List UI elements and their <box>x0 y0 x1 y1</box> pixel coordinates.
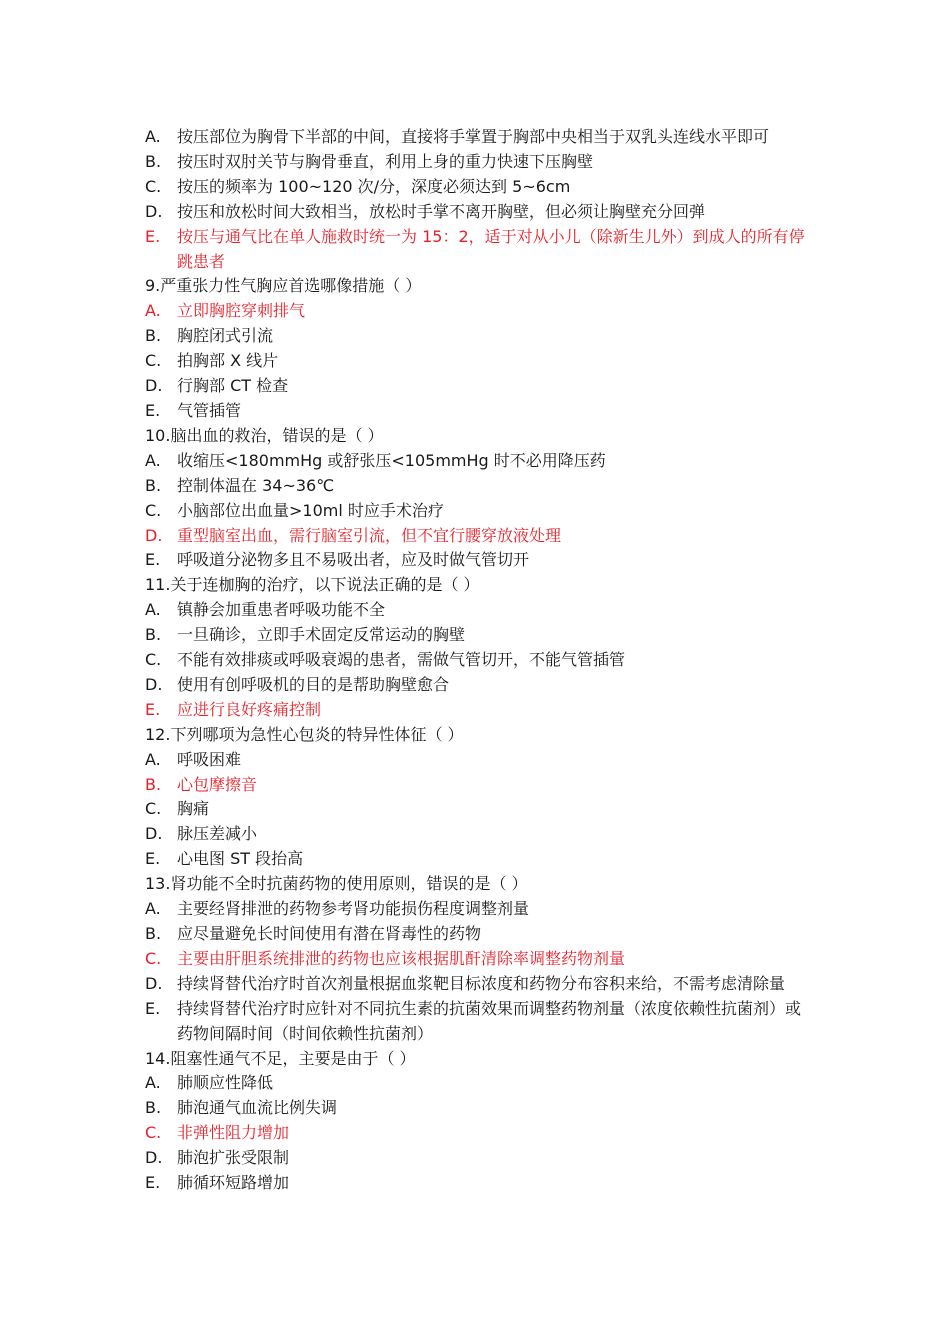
option-text: 胸腔闭式引流 <box>177 326 274 346</box>
question-text: 9.严重张力性气胸应首选哪像措施（ ） <box>145 276 422 296</box>
option-text: 使用有创呼吸机的目的是帮助胸壁愈合 <box>177 674 450 694</box>
option-letter: E. <box>145 1173 161 1193</box>
option-letter: B. <box>145 1098 162 1118</box>
option-letter: A. <box>145 301 161 321</box>
answer-option-correct <box>145 947 815 972</box>
option-text: 立即胸腔穿刺排气 <box>177 301 306 321</box>
option-letter: D. <box>145 973 163 993</box>
option-letter: E. <box>145 699 161 719</box>
option-text: 按压和放松时间大致相当，放松时手掌不离开胸壁，但必须让胸壁充分回弹 <box>177 201 706 221</box>
option-letter: E. <box>145 849 161 869</box>
option-letter: A. <box>145 450 161 470</box>
answer-option-correct <box>145 1121 815 1146</box>
answer-option <box>145 1096 815 1121</box>
option-text: 主要经肾排泄的药物参考肾功能损伤程度调整剂量 <box>177 899 530 919</box>
answer-option <box>145 897 815 922</box>
answer-option <box>145 1071 815 1096</box>
option-text: 肺顺应性降低 <box>177 1073 274 1093</box>
option-text: 行胸部 CT 检查 <box>177 376 289 396</box>
question-text: 12.下列哪项为急性心包炎的特异性体征（ ） <box>145 724 464 744</box>
answer-option <box>145 822 815 847</box>
answer-option <box>145 922 815 947</box>
option-text: 按压的频率为 100~120 次/分，深度必须达到 5~6cm <box>177 176 571 196</box>
answer-option <box>145 548 815 573</box>
answer-option-correct <box>145 773 815 798</box>
option-letter: A. <box>145 749 161 769</box>
option-letter: A. <box>145 600 161 620</box>
option-letter: D. <box>145 1148 163 1168</box>
option-letter: C. <box>145 351 162 371</box>
question-text: 14.阻塞性通气不足，主要是由于（ ） <box>145 1048 416 1068</box>
option-letter: E. <box>145 550 161 570</box>
question-stem <box>145 872 815 897</box>
option-letter: C. <box>145 176 162 196</box>
option-letter: D. <box>145 525 163 545</box>
answer-option <box>145 399 815 424</box>
option-text: 不能有效排痰或呼吸衰竭的患者，需做气管切开，不能气管插管 <box>177 650 626 670</box>
option-letter: B. <box>145 475 162 495</box>
question-text: 13.肾功能不全时抗菌药物的使用原则，错误的是（ ） <box>145 874 528 894</box>
option-letter: D. <box>145 674 163 694</box>
option-letter: C. <box>145 500 162 520</box>
option-text: 应进行良好疼痛控制 <box>177 699 322 719</box>
answer-option <box>145 349 815 374</box>
answer-option <box>145 648 815 673</box>
option-text: 收缩压<180mmHg 或舒张压<105mmHg 时不必用降压药 <box>177 450 606 470</box>
option-text: 持续肾替代治疗时首次剂量根据血浆靶目标浓度和药物分布容积来给，不需考虑清除量 <box>177 973 786 993</box>
answer-option-correct <box>145 299 815 324</box>
question-text: 11.关于连枷胸的治疗，以下说法正确的是（ ） <box>145 575 480 595</box>
option-text: 呼吸困难 <box>177 749 242 769</box>
option-text: 胸痛 <box>177 799 210 819</box>
answer-option <box>145 1171 815 1196</box>
answer-option-correct <box>145 225 815 275</box>
option-text: 气管插管 <box>177 400 242 420</box>
question-text: 10.脑出血的救治，错误的是（ ） <box>145 425 384 445</box>
option-text: 镇静会加重患者呼吸功能不全 <box>177 600 386 620</box>
answer-option <box>145 598 815 623</box>
option-text: 应尽量避免长时间使用有潜在肾毒性的药物 <box>177 924 482 943</box>
answer-option <box>145 673 815 698</box>
question-stem <box>145 274 815 299</box>
option-letter: E. <box>145 226 161 246</box>
option-text: 脉压差减小 <box>177 824 258 844</box>
option-text: 按压部位为胸骨下半部的中间，直接将手掌置于胸部中央相当于双乳头连线水平即可 <box>177 127 770 146</box>
answer-option <box>145 474 815 499</box>
question-stem <box>145 424 815 449</box>
option-text: 拍胸部 X 线片 <box>177 351 279 371</box>
answer-option <box>145 175 815 200</box>
option-letter: B. <box>145 625 162 645</box>
answer-option <box>145 150 815 175</box>
option-letter: E. <box>145 400 161 420</box>
option-text: 非弹性阻力增加 <box>177 1123 290 1143</box>
option-letter: B. <box>145 924 162 943</box>
answer-option <box>145 748 815 773</box>
option-text: 肺泡通气血流比例失调 <box>177 1098 338 1118</box>
option-letter: D. <box>145 201 163 221</box>
answer-option <box>145 324 815 349</box>
answer-option <box>145 997 815 1047</box>
question-stem <box>145 1047 815 1072</box>
answer-option <box>145 1146 815 1171</box>
option-text: 肺循环短路增加 <box>177 1173 290 1193</box>
option-text: 呼吸道分泌物多且不易吸出者，应及时做气管切开 <box>177 550 530 570</box>
option-letter: C. <box>145 799 162 819</box>
answer-option <box>145 972 815 997</box>
answer-option <box>145 125 815 150</box>
option-letter: C. <box>145 650 162 670</box>
option-letter: C. <box>145 1123 162 1143</box>
question-stem <box>145 723 815 748</box>
option-text: 小脑部位出血量>10ml 时应手术治疗 <box>177 500 444 520</box>
option-letter: C. <box>145 948 162 968</box>
option-text: 持续肾替代治疗时应针对不同抗生素的抗菌效果而调整药物剂量（浓度依赖性抗菌剂）或药物间隔时间（时间依赖性抗菌剂） <box>177 998 802 1043</box>
option-letter: D. <box>145 824 163 844</box>
answer-option-correct <box>145 524 815 549</box>
option-text: 按压时双肘关节与胸骨垂直，利用上身的重力快速下压胸壁 <box>177 151 594 171</box>
answer-option <box>145 449 815 474</box>
option-text: 控制体温在 34~36℃ <box>177 475 335 495</box>
answer-option <box>145 200 815 225</box>
option-letter: D. <box>145 376 163 396</box>
option-letter: B. <box>145 151 162 171</box>
answer-option <box>145 374 815 399</box>
option-text: 按压与通气比在单人施救时统一为 15：2，适于对从小儿（除新生儿外）到成人的所有停跳患者 <box>177 226 805 271</box>
option-letter: A. <box>145 1073 161 1093</box>
option-text: 肺泡扩张受限制 <box>177 1148 290 1168</box>
option-text: 一旦确诊，立即手术固定反常运动的胸壁 <box>177 625 466 645</box>
option-letter: A. <box>145 127 161 146</box>
question-stem <box>145 573 815 598</box>
option-text: 心电图 ST 段抬高 <box>177 849 304 869</box>
option-letter: A. <box>145 899 161 919</box>
answer-option <box>145 797 815 822</box>
answer-option <box>145 499 815 524</box>
answer-option <box>145 847 815 872</box>
option-letter: E. <box>145 998 161 1018</box>
answer-option <box>145 623 815 648</box>
option-text: 心包摩擦音 <box>177 774 258 794</box>
option-letter: B. <box>145 774 162 794</box>
option-text: 重型脑室出血，需行脑室引流，但不宜行腰穿放液处理 <box>177 525 562 545</box>
option-letter: B. <box>145 326 162 346</box>
answer-option-correct <box>145 698 815 723</box>
option-text: 主要由肝胆系统排泄的药物也应该根据肌酐清除率调整药物剂量 <box>177 948 626 968</box>
